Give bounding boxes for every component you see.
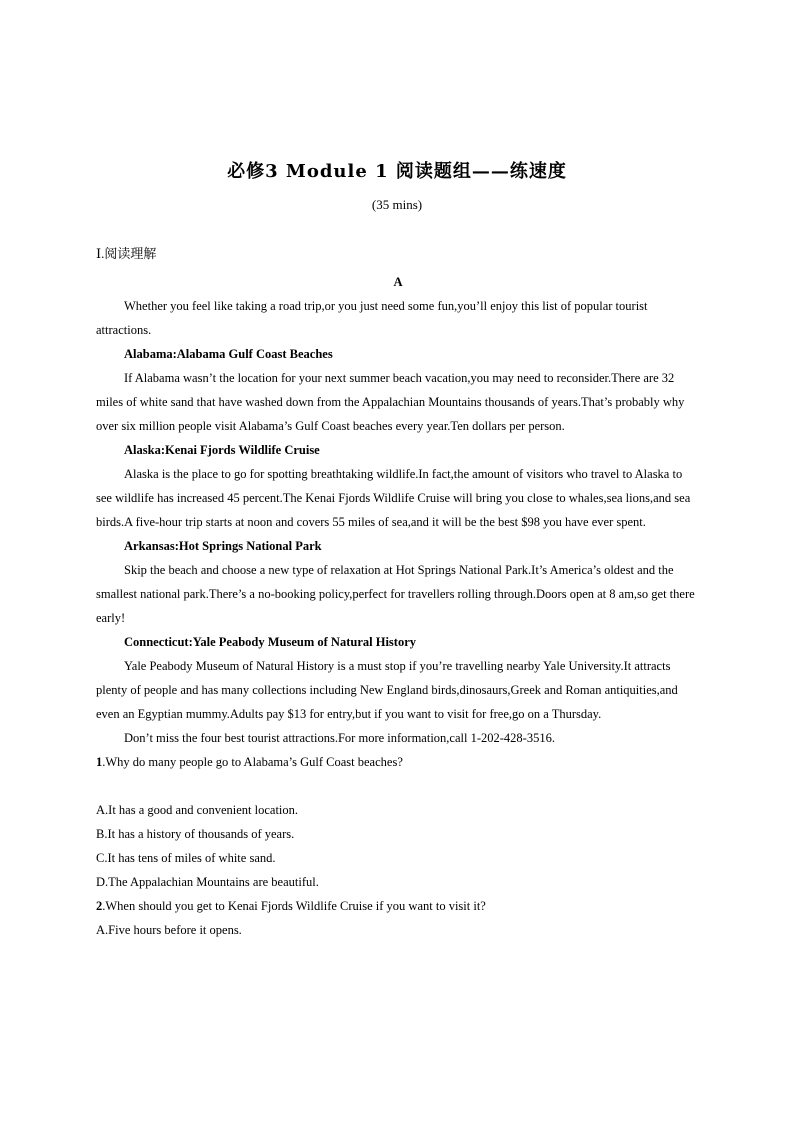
attraction-text: Alaska is the place to go for spotting breathtaking wildlife.In fact,the amount of visitors who travel to Alaska to see wildlife has increased 45 percent.The Kenai Fjords Wildlife Cruise will bring you close to whales,sea lions,and sea birds.A five-hour trip starts at noon and covers 55 miles of sea,and it will be the best $98 you have ever spent.	[96, 467, 691, 529]
passage-intro: Whether you feel like taking a road trip,or you just need some fun,you’ll enjoy this list of popular tourist attractions.	[96, 299, 648, 337]
passage-label: A	[393, 275, 403, 289]
answer-space	[96, 774, 700, 798]
option-item: C.It has tens of miles of white sand.	[96, 851, 276, 865]
duration-note: (35 mins)	[371, 197, 423, 212]
attraction-heading: Alabama:Alabama Gulf Coast Beaches	[124, 347, 333, 361]
question-2	[96, 894, 700, 918]
attraction-heading: Alaska:Kenai Fjords Wildlife Cruise	[124, 443, 320, 457]
attraction-heading: Connecticut:Yale Peabody Museum of Natural History	[124, 635, 416, 649]
attraction-text: If Alabama wasn’t the location for your next summer beach vacation,you may need to reconsider.There are 32 miles of white sand that have washed down from the Appalachian Mountains thousands of years.That’s probably why over six million people visit Alabama’s Gulf Coast beaches every year.Ten dollars per person.	[96, 371, 685, 433]
question-stem: .Why do many people go to Alabama’s Gulf Coast beaches?	[102, 755, 403, 769]
attraction-heading: Arkansas:Hot Springs National Park	[124, 539, 322, 553]
option-item: A.It has a good and convenient location.	[96, 803, 299, 817]
attraction-text: Skip the beach and choose a new type of relaxation at Hot Springs National Park.It’s America’s oldest and the smallest national park.There’s a no-booking policy,perfect for travellers rolling through.Doors open at 8 am,so get there early!	[96, 563, 695, 625]
option-item: A.Five hours before it opens.	[96, 923, 242, 937]
passage-closing: Don’t miss the four best tourist attractions.For more information,call 1-202-428-3516.	[124, 731, 555, 745]
document-body	[96, 242, 700, 942]
question-number: 1	[96, 755, 103, 769]
option-item: B.It has a history of thousands of years.	[96, 827, 295, 841]
section-heading: Ⅰ.阅读理解	[96, 246, 157, 261]
document-title: 必修3 Module 1 阅读题组——练速度	[227, 161, 567, 182]
question-1	[96, 750, 700, 774]
question-number: 2	[96, 899, 103, 913]
question-stem: .When should you get to Kenai Fjords Wildlife Cruise if you want to visit it?	[102, 899, 486, 913]
option-item: D.The Appalachian Mountains are beautiful.	[96, 875, 319, 889]
attraction-text: Yale Peabody Museum of Natural History is a must stop if you’re travelling nearby Yale University.It attracts plenty of people and has many collections including New England birds,dinosaurs,Greek and Roman antiquities,and even an Egyptian mummy.Adults pay $13 for entry,but if you want to visit for free,go on a Thursday.	[96, 659, 678, 721]
